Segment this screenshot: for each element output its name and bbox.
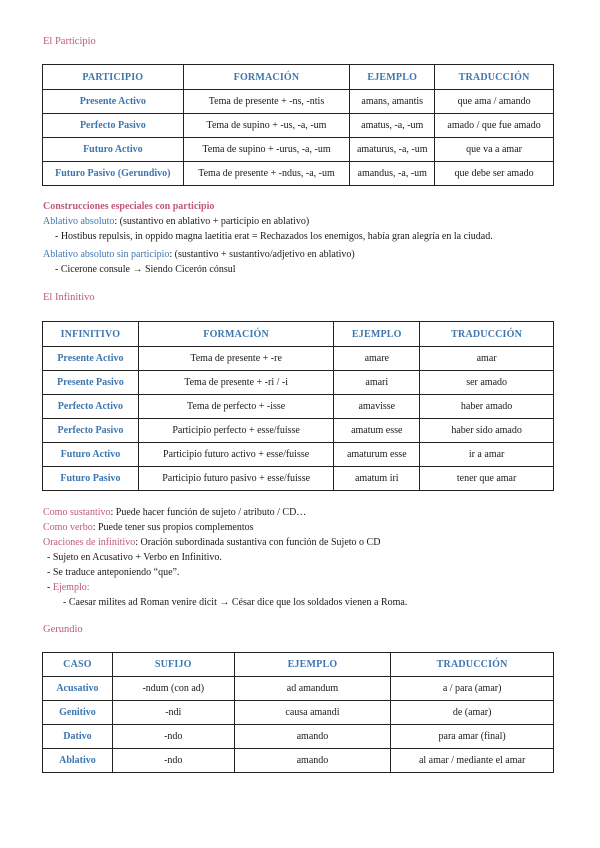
column-header: EJEMPLO (350, 65, 435, 90)
column-header: SUFIJO (112, 653, 234, 677)
table-cell: que va a amar (435, 138, 554, 162)
row-label: Ablativo (43, 749, 113, 773)
gerundio-title: Gerundio (43, 624, 83, 635)
table-cell: ad amandum (234, 677, 391, 701)
row-label: Futuro Pasivo (43, 467, 139, 491)
table-cell: amaturum esse (334, 443, 420, 467)
table-cell: ir a amar (420, 443, 554, 467)
table-header-row (43, 322, 554, 347)
table-cell: Tema de presente + -re (138, 347, 334, 371)
table-cell: amatum esse (334, 419, 420, 443)
note-label: Ablativo absoluto sin participio (43, 249, 170, 260)
table-cell: Tema de presente + -ri / -i (138, 371, 334, 395)
table-row (43, 701, 554, 725)
table-cell: Tema de perfecto + -isse (138, 395, 334, 419)
note-text: : (sustantivo en ablativo + participio en ablativo) (114, 216, 310, 227)
note-label: Como verbo (43, 522, 93, 533)
row-label: Futuro Activo (43, 443, 139, 467)
table-cell: -ndi (112, 701, 234, 725)
note-label: Oraciones de infinitivo (43, 537, 136, 548)
table-row (43, 467, 554, 491)
infinitivo-table (42, 321, 554, 491)
note-text: : Puede tener sus propios complementos (92, 522, 254, 533)
row-label: Perfecto Activo (43, 395, 139, 419)
table-header-row (43, 65, 554, 90)
table-cell: amando (234, 725, 391, 749)
note-text: : (sustantivo + sustantivo/adjetivo en ablativo) (169, 249, 355, 260)
table-cell: -ndum (con ad) (112, 677, 234, 701)
note-label: Como sustantivo (43, 507, 111, 518)
column-header: EJEMPLO (234, 653, 391, 677)
table-row (43, 419, 554, 443)
table-cell: amatus, -a, -um (350, 114, 435, 138)
note-item: - Se traduce anteponiendo “que”. (47, 567, 180, 578)
note-line (43, 520, 407, 535)
table-cell: amare (334, 347, 420, 371)
infinitivo-notes (43, 505, 407, 610)
table-cell: haber sido amado (420, 419, 554, 443)
column-header: TRADUCCIÓN (435, 65, 554, 90)
table-cell: Tema de supino + -urus, -a, -um (183, 138, 350, 162)
table-row (43, 749, 554, 773)
participio-title: El Participio (43, 36, 96, 47)
table-cell: -ndo (112, 749, 234, 773)
gerundio-table (42, 652, 554, 773)
infinitivo-title: El Infinitivo (43, 292, 95, 303)
table-row (43, 347, 554, 371)
table-cell: de (amar) (391, 701, 554, 725)
column-header: PARTICIPIO (43, 65, 184, 90)
row-label: Dativo (43, 725, 113, 749)
table-cell: amado / que fue amado (435, 114, 554, 138)
note-label: Ejemplo (52, 582, 87, 593)
row-label: Genitivo (43, 701, 113, 725)
note-item: - Sujeto en Acusativo + Verbo en Infinitivo. (47, 552, 222, 563)
note-example: - Hostibus repulsis, in oppido magna laetitia erat = Rechazados los enemigos, había gran alegría en la ciudad. (55, 231, 493, 242)
row-label: Perfecto Pasivo (43, 419, 139, 443)
table-cell: amans, amantis (350, 90, 435, 114)
table-row (43, 138, 554, 162)
table-cell: causa amandi (234, 701, 391, 725)
column-header: INFINITIVO (43, 322, 139, 347)
note-line (43, 214, 493, 229)
note-line (43, 247, 493, 262)
column-header: EJEMPLO (334, 322, 420, 347)
table-cell: -ndo (112, 725, 234, 749)
participio-table (42, 64, 554, 186)
row-label: Perfecto Pasivo (43, 114, 184, 138)
table-row (43, 443, 554, 467)
note-dash: - (47, 582, 53, 593)
table-cell: Participio futuro pasivo + esse/fuisse (138, 467, 334, 491)
table-cell: amari (334, 371, 420, 395)
notes-heading: Construcciones especiales con participio (43, 201, 215, 212)
table-cell: al amar / mediante el amar (391, 749, 554, 773)
participio-notes (43, 199, 493, 277)
table-row (43, 677, 554, 701)
table-row (43, 114, 554, 138)
column-header: CASO (43, 653, 113, 677)
note-label: Ablativo absoluto (43, 216, 115, 227)
table-row (43, 162, 554, 186)
table-cell: que debe ser amado (435, 162, 554, 186)
note-colon: : (86, 582, 90, 593)
column-header: FORMACIÓN (183, 65, 350, 90)
row-label: Futuro Pasivo (Gerundivo) (43, 162, 184, 186)
table-cell: amando (234, 749, 391, 773)
note-example: - Cicerone consule → Siendo Cicerón cónsul (55, 264, 236, 275)
table-cell: Tema de presente + -ndus, -a, -um (183, 162, 350, 186)
row-label: Presente Activo (43, 90, 184, 114)
table-cell: ser amado (420, 371, 554, 395)
row-label: Futuro Activo (43, 138, 184, 162)
table-cell: amaturus, -a, -um (350, 138, 435, 162)
column-header: FORMACIÓN (138, 322, 334, 347)
table-row (43, 725, 554, 749)
table-row (43, 371, 554, 395)
table-cell: amatum iri (334, 467, 420, 491)
note-example: - Caesar milites ad Roman venire dicit → César dice que los soldados vienen a Roma. (63, 597, 408, 608)
table-cell: Tema de supino + -us, -a, -um (183, 114, 350, 138)
table-cell: amandus, -a, -um (350, 162, 435, 186)
table-cell: Participio perfecto + esse/fuisse (138, 419, 334, 443)
note-text: : Oración subordinada sustantiva con función de Sujeto o CD (135, 537, 381, 548)
table-cell: amar (420, 347, 554, 371)
note-text: : Puede hacer función de sujeto / atributo / CD… (110, 507, 307, 518)
table-cell: amavisse (334, 395, 420, 419)
table-cell: Participio futuro activo + esse/fuisse (138, 443, 334, 467)
table-header-row (43, 653, 554, 677)
row-label: Acusativo (43, 677, 113, 701)
table-cell: Tema de presente + -ns, -ntis (183, 90, 350, 114)
column-header: TRADUCCIÓN (420, 322, 554, 347)
note-line (43, 535, 407, 550)
table-row (43, 90, 554, 114)
table-cell: tener que amar (420, 467, 554, 491)
table-cell: para amar (final) (391, 725, 554, 749)
table-row (43, 395, 554, 419)
table-cell: a / para (amar) (391, 677, 554, 701)
row-label: Presente Pasivo (43, 371, 139, 395)
note-item (43, 580, 407, 595)
note-line (43, 505, 407, 520)
table-cell: haber amado (420, 395, 554, 419)
row-label: Presente Activo (43, 347, 139, 371)
column-header: TRADUCCIÓN (391, 653, 554, 677)
table-cell: que ama / amando (435, 90, 554, 114)
